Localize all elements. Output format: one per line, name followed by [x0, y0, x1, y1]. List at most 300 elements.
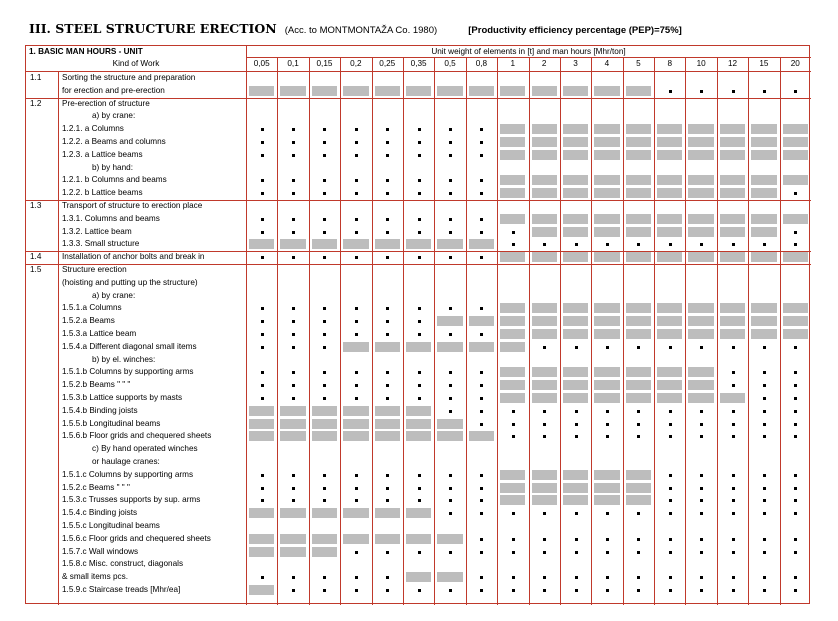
- value-bar: [783, 329, 808, 339]
- value-bar: [563, 175, 588, 185]
- value-dot: [418, 474, 421, 477]
- value-dot: [512, 551, 515, 554]
- value-dot: [355, 397, 358, 400]
- column-divider: [780, 58, 781, 605]
- value-dot: [732, 576, 735, 579]
- value-bar: [437, 239, 462, 249]
- column-divider: [277, 58, 278, 605]
- value-bar: [312, 239, 337, 249]
- value-bar: [751, 303, 776, 313]
- value-bar: [500, 470, 525, 480]
- value-bar: [532, 380, 557, 390]
- value-dot: [794, 474, 797, 477]
- value-bar: [532, 227, 557, 237]
- value-dot: [669, 423, 672, 426]
- value-dot: [700, 576, 703, 579]
- value-dot: [543, 512, 546, 515]
- value-bar: [563, 495, 588, 505]
- value-dot: [480, 397, 483, 400]
- value-dot: [323, 397, 326, 400]
- value-dot: [575, 538, 578, 541]
- value-bar: [751, 188, 776, 198]
- row-label: 1.5.4.a Different diagonal small items: [62, 341, 197, 351]
- value-bar: [688, 227, 713, 237]
- value-bar: [751, 150, 776, 160]
- value-bar: [406, 419, 431, 429]
- value-dot: [323, 307, 326, 310]
- value-dot: [355, 179, 358, 182]
- value-bar: [532, 188, 557, 198]
- value-bar: [532, 393, 557, 403]
- value-dot: [637, 435, 640, 438]
- value-dot: [763, 589, 766, 592]
- value-dot: [261, 320, 264, 323]
- value-dot: [669, 435, 672, 438]
- value-bar: [500, 188, 525, 198]
- value-dot: [732, 90, 735, 93]
- value-dot: [512, 589, 515, 592]
- value-dot: [480, 551, 483, 554]
- value-bar: [594, 329, 619, 339]
- value-dot: [606, 512, 609, 515]
- value-dot: [763, 512, 766, 515]
- value-bar: [563, 316, 588, 326]
- column-divider: [372, 58, 373, 605]
- value-bar: [280, 419, 305, 429]
- value-bar: [249, 86, 274, 96]
- column-divider: [685, 58, 686, 605]
- value-bar: [563, 124, 588, 134]
- value-dot: [292, 397, 295, 400]
- value-dot: [418, 371, 421, 374]
- value-bar: [532, 495, 557, 505]
- value-dot: [700, 243, 703, 246]
- value-dot: [480, 333, 483, 336]
- unit-header: Unit weight of elements in [t] and man hours [Mhr/ton]: [431, 47, 626, 56]
- value-dot: [637, 423, 640, 426]
- column-header: 10: [696, 59, 706, 68]
- value-dot: [323, 154, 326, 157]
- column-header: 8: [667, 59, 673, 68]
- value-dot: [480, 371, 483, 374]
- value-bar: [626, 329, 651, 339]
- row-label: 1.5.1.c Columns by supporting arms: [62, 469, 194, 479]
- value-bar: [626, 124, 651, 134]
- value-dot: [386, 474, 389, 477]
- row-label: b) by el. winches:: [92, 354, 156, 364]
- column-divider: [717, 58, 718, 605]
- value-bar: [532, 316, 557, 326]
- value-dot: [449, 397, 452, 400]
- value-bar: [532, 124, 557, 134]
- value-dot: [669, 512, 672, 515]
- value-dot: [292, 371, 295, 374]
- value-bar: [626, 495, 651, 505]
- row-label: Installation of anchor bolts and break in: [62, 252, 205, 262]
- value-bar: [532, 303, 557, 313]
- value-bar: [343, 342, 368, 352]
- value-dot: [512, 243, 515, 246]
- row-label: 1.5.3.a Lattice beam: [62, 329, 137, 338]
- value-dot: [669, 499, 672, 502]
- value-dot: [292, 474, 295, 477]
- value-dot: [732, 512, 735, 515]
- value-dot: [261, 333, 264, 336]
- column-divider: [560, 58, 561, 605]
- value-dot: [794, 371, 797, 374]
- row-label: 1.5.2.a Beams: [62, 316, 115, 326]
- value-dot: [261, 141, 264, 144]
- row-label: 1.5.7.c Wall windows: [62, 546, 139, 556]
- value-dot: [794, 512, 797, 515]
- value-dot: [292, 333, 295, 336]
- value-dot: [418, 397, 421, 400]
- value-bar: [563, 380, 588, 390]
- value-dot: [763, 423, 766, 426]
- value-bar: [783, 303, 808, 313]
- value-bar: [469, 316, 494, 326]
- value-dot: [418, 551, 421, 554]
- value-dot: [700, 346, 703, 349]
- row-label: 1.3.2. Lattice beam: [62, 226, 132, 236]
- value-bar: [626, 393, 651, 403]
- value-dot: [386, 218, 389, 221]
- row-label: 1.5.1.b Columns by supporting arms: [62, 367, 194, 377]
- row-label: 1.2.1. a Columns: [62, 124, 124, 134]
- value-dot: [732, 538, 735, 541]
- value-bar: [280, 86, 305, 96]
- value-dot: [669, 474, 672, 477]
- column-divider: [309, 58, 310, 605]
- value-bar: [532, 252, 557, 262]
- value-dot: [543, 435, 546, 438]
- column-header: 2: [541, 59, 547, 68]
- value-bar: [406, 406, 431, 416]
- value-dot: [512, 512, 515, 515]
- value-dot: [669, 243, 672, 246]
- value-bar: [626, 175, 651, 185]
- value-dot: [637, 589, 640, 592]
- value-bar: [249, 585, 274, 595]
- value-dot: [606, 410, 609, 413]
- value-dot: [323, 499, 326, 502]
- value-bar: [280, 534, 305, 544]
- value-dot: [575, 346, 578, 349]
- column-header: 12: [727, 59, 738, 68]
- value-bar: [783, 137, 808, 147]
- value-dot: [386, 154, 389, 157]
- value-bar: [751, 124, 776, 134]
- value-bar: [657, 124, 682, 134]
- value-bar: [406, 86, 431, 96]
- value-dot: [575, 551, 578, 554]
- value-dot: [794, 231, 797, 234]
- row-label: 1.5.6.c Floor grids and chequered sheets: [62, 533, 211, 543]
- row-label: 1.5.4.b Binding joists: [62, 405, 138, 415]
- value-dot: [794, 576, 797, 579]
- value-bar: [375, 342, 400, 352]
- row-label: 1.5.9.c Staircase treads [Mhr/ea]: [62, 585, 181, 594]
- value-bar: [406, 342, 431, 352]
- number-column-divider: [58, 71, 59, 605]
- value-bar: [249, 508, 274, 518]
- value-bar: [657, 367, 682, 377]
- value-dot: [732, 435, 735, 438]
- value-dot: [606, 589, 609, 592]
- value-dot: [449, 179, 452, 182]
- value-dot: [292, 218, 295, 221]
- value-dot: [700, 589, 703, 592]
- value-dot: [480, 128, 483, 131]
- value-bar: [249, 547, 274, 557]
- value-dot: [637, 551, 640, 554]
- value-bar: [594, 252, 619, 262]
- value-dot: [323, 384, 326, 387]
- value-dot: [732, 371, 735, 374]
- value-bar: [783, 252, 808, 262]
- value-bar: [626, 367, 651, 377]
- value-bar: [469, 342, 494, 352]
- value-dot: [480, 154, 483, 157]
- value-dot: [763, 551, 766, 554]
- row-number: 1.3: [30, 201, 42, 210]
- value-bar: [657, 137, 682, 147]
- value-bar: [594, 303, 619, 313]
- value-dot: [386, 141, 389, 144]
- value-dot: [449, 128, 452, 131]
- value-dot: [543, 243, 546, 246]
- value-dot: [794, 499, 797, 502]
- value-bar: [532, 150, 557, 160]
- column-divider: [748, 58, 749, 605]
- value-dot: [480, 256, 483, 259]
- value-bar: [657, 329, 682, 339]
- row-label: c) By hand operated winches: [92, 444, 198, 454]
- value-dot: [386, 371, 389, 374]
- value-bar: [375, 419, 400, 429]
- value-bar: [375, 431, 400, 441]
- value-dot: [794, 538, 797, 541]
- value-dot: [323, 256, 326, 259]
- value-bar: [343, 534, 368, 544]
- value-dot: [323, 371, 326, 374]
- value-bar: [500, 303, 525, 313]
- column-header: 20: [790, 59, 800, 68]
- value-bar: [563, 150, 588, 160]
- value-dot: [700, 410, 703, 413]
- value-dot: [386, 551, 389, 554]
- column-header: 1: [510, 59, 516, 68]
- title-main: III. STEEL STRUCTURE ERECTION: [29, 21, 277, 36]
- value-bar: [720, 329, 745, 339]
- value-bar: [563, 393, 588, 403]
- value-dot: [794, 551, 797, 554]
- value-dot: [323, 179, 326, 182]
- value-dot: [763, 538, 766, 541]
- value-bar: [626, 303, 651, 313]
- value-bar: [626, 470, 651, 480]
- value-dot: [261, 218, 264, 221]
- value-dot: [386, 128, 389, 131]
- value-bar: [688, 137, 713, 147]
- value-bar: [626, 252, 651, 262]
- value-dot: [292, 487, 295, 490]
- value-bar: [720, 303, 745, 313]
- value-bar: [280, 431, 305, 441]
- value-dot: [732, 346, 735, 349]
- value-dot: [732, 423, 735, 426]
- row-label: 1.5.2.c Beams " " ": [62, 482, 130, 492]
- value-dot: [669, 90, 672, 93]
- value-dot: [323, 474, 326, 477]
- value-dot: [606, 423, 609, 426]
- column-divider: [340, 58, 341, 605]
- row-label: 1.5.2.b Beams " " ": [62, 380, 131, 390]
- column-header: 5: [636, 59, 641, 68]
- value-bar: [406, 508, 431, 518]
- value-dot: [480, 384, 483, 387]
- value-dot: [355, 333, 358, 336]
- value-dot: [355, 256, 358, 259]
- value-dot: [606, 538, 609, 541]
- value-bar: [783, 214, 808, 224]
- row-label: Pre-erection of structure: [62, 98, 150, 108]
- value-dot: [449, 499, 452, 502]
- value-dot: [480, 538, 483, 541]
- value-bar: [500, 214, 525, 224]
- value-dot: [512, 576, 515, 579]
- value-dot: [700, 90, 703, 93]
- value-bar: [312, 508, 337, 518]
- value-dot: [575, 512, 578, 515]
- value-dot: [261, 474, 264, 477]
- row-label: 1.5.5.b Longitudinal beams: [62, 418, 161, 428]
- value-dot: [732, 410, 735, 413]
- value-bar: [720, 124, 745, 134]
- value-bar: [688, 150, 713, 160]
- value-bar: [343, 419, 368, 429]
- value-bar: [720, 150, 745, 160]
- value-dot: [292, 589, 295, 592]
- value-dot: [732, 243, 735, 246]
- value-dot: [292, 231, 295, 234]
- value-dot: [355, 141, 358, 144]
- row-label: (hoisting and putting up the structure): [62, 277, 198, 287]
- value-bar: [563, 227, 588, 237]
- value-dot: [480, 474, 483, 477]
- value-bar: [563, 214, 588, 224]
- value-bar: [657, 303, 682, 313]
- value-bar: [594, 86, 619, 96]
- value-bar: [657, 150, 682, 160]
- value-dot: [575, 243, 578, 246]
- value-dot: [386, 499, 389, 502]
- value-bar: [688, 214, 713, 224]
- value-dot: [386, 576, 389, 579]
- value-dot: [261, 384, 264, 387]
- value-dot: [480, 141, 483, 144]
- value-dot: [355, 218, 358, 221]
- value-dot: [480, 179, 483, 182]
- value-bar: [249, 406, 274, 416]
- row-label: b) by hand:: [92, 162, 133, 172]
- value-bar: [657, 316, 682, 326]
- value-dot: [732, 384, 735, 387]
- column-header: 0,15: [316, 59, 333, 68]
- value-dot: [449, 371, 452, 374]
- value-dot: [700, 538, 703, 541]
- value-bar: [657, 175, 682, 185]
- value-dot: [794, 243, 797, 246]
- value-bar: [563, 329, 588, 339]
- value-bar: [688, 252, 713, 262]
- value-bar: [563, 483, 588, 493]
- value-dot: [700, 551, 703, 554]
- value-bar: [500, 380, 525, 390]
- value-dot: [669, 410, 672, 413]
- value-bar: [594, 316, 619, 326]
- value-bar: [751, 137, 776, 147]
- value-dot: [763, 410, 766, 413]
- row-label: 1.3.1. Columns and beams: [62, 213, 160, 223]
- value-dot: [261, 256, 264, 259]
- value-dot: [480, 410, 483, 413]
- title-source: (Acc. to MONTMONTAŽA Co. 1980): [284, 25, 438, 36]
- value-dot: [480, 192, 483, 195]
- value-dot: [449, 231, 452, 234]
- value-dot: [386, 589, 389, 592]
- value-bar: [720, 393, 745, 403]
- value-dot: [732, 474, 735, 477]
- value-bar: [280, 547, 305, 557]
- value-dot: [575, 435, 578, 438]
- value-bar: [720, 137, 745, 147]
- value-dot: [355, 487, 358, 490]
- value-bar: [657, 393, 682, 403]
- value-dot: [386, 333, 389, 336]
- value-dot: [794, 487, 797, 490]
- value-dot: [700, 435, 703, 438]
- value-bar: [249, 239, 274, 249]
- value-bar: [500, 329, 525, 339]
- value-dot: [700, 474, 703, 477]
- value-bar: [343, 86, 368, 96]
- value-bar: [532, 137, 557, 147]
- value-dot: [700, 499, 703, 502]
- value-bar: [657, 252, 682, 262]
- value-bar: [312, 431, 337, 441]
- value-bar: [751, 175, 776, 185]
- value-dot: [261, 154, 264, 157]
- value-bar: [594, 175, 619, 185]
- value-dot: [418, 141, 421, 144]
- value-dot: [575, 589, 578, 592]
- value-dot: [637, 243, 640, 246]
- value-dot: [292, 346, 295, 349]
- value-dot: [763, 499, 766, 502]
- row-label: 1.5.8.c Misc. construct, diagonals: [62, 559, 184, 569]
- value-dot: [418, 384, 421, 387]
- value-dot: [732, 589, 735, 592]
- value-dot: [355, 499, 358, 502]
- value-bar: [688, 380, 713, 390]
- value-dot: [794, 384, 797, 387]
- value-dot: [449, 141, 452, 144]
- value-dot: [480, 307, 483, 310]
- value-dot: [794, 410, 797, 413]
- value-dot: [386, 179, 389, 182]
- value-bar: [406, 431, 431, 441]
